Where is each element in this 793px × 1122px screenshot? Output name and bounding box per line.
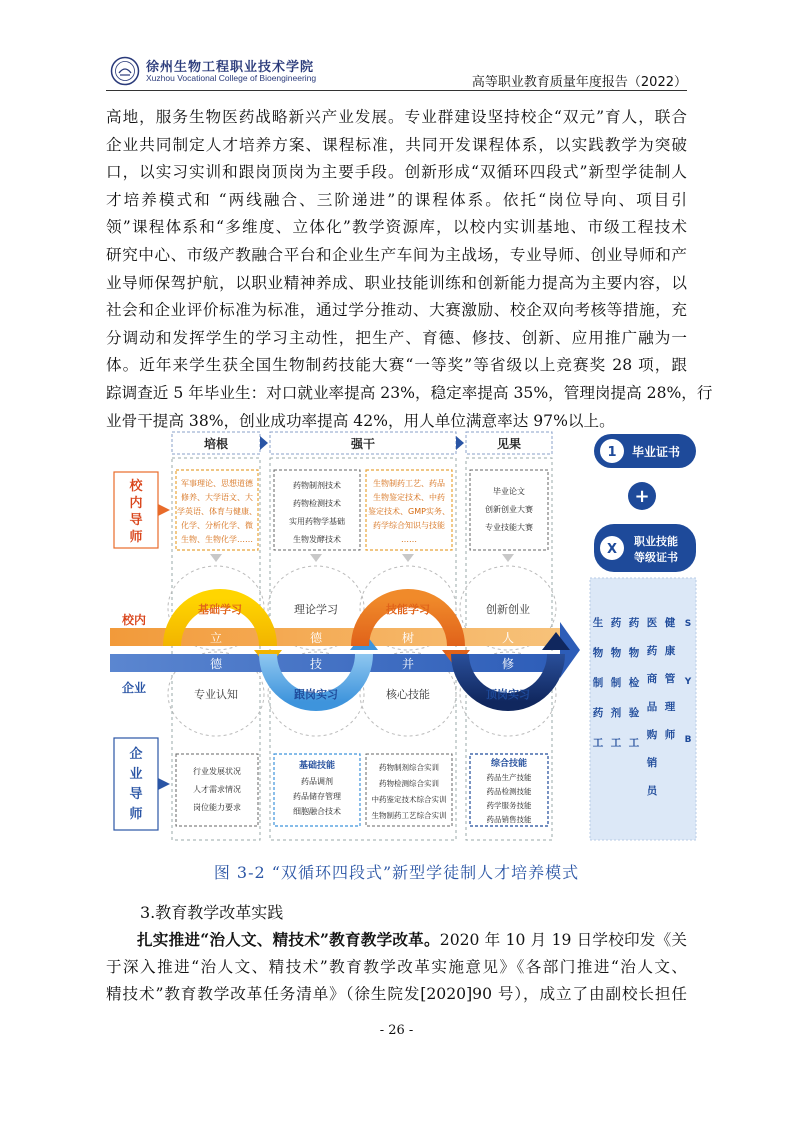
year-label: 0.5学年: [299, 723, 333, 733]
paragraph-text: 2020 年 10 月 19 日学校印发《关: [439, 931, 687, 949]
job-char: 制: [610, 677, 622, 689]
job-char: 商: [646, 673, 658, 685]
box-item: 军事理论、思想道德: [181, 479, 253, 488]
school-mentor-char: 导: [129, 513, 143, 528]
year-label: 0.5学年: [491, 723, 525, 733]
box-item: 岗位能力要求: [193, 803, 241, 812]
box-item: 人才需求情况: [193, 785, 241, 794]
year-label: 1学年: [396, 569, 420, 579]
job-char: 药: [592, 707, 604, 719]
paragraph-line: 踪调查近 5 年毕业生：对口就业率提高 23%，稳定率提高 35%，管理岗提高 28%，行: [106, 383, 713, 402]
box-item: 药品检测技能: [486, 787, 532, 796]
box-item: ……: [401, 535, 417, 544]
job-char: S: [684, 619, 692, 629]
bold-lead: 扎实推进“治人文、精技术”教育教学改革。: [137, 930, 440, 949]
page-number: - 26 -: [379, 1023, 414, 1038]
job-char: 管: [664, 673, 676, 685]
box-item: 药学综合知识与技能: [373, 521, 445, 530]
band-top-char: 德: [309, 631, 323, 645]
enterprise-mentor-char: 师: [129, 807, 143, 822]
job-char: 员: [646, 785, 658, 797]
box-item: 药物检测综合实训: [379, 779, 439, 788]
body-paragraph-1: [106, 104, 713, 435]
school-mentor-label: [114, 472, 170, 548]
box-item: 药物制剂技术: [293, 481, 341, 490]
box-item: 药品生产技能: [486, 773, 532, 782]
cert-label: 毕业证书: [631, 445, 681, 459]
job-char: 康: [664, 645, 676, 657]
job-char: 销: [646, 757, 658, 769]
paragraph-line: 于深入推进“治人文、精技术”教育教学改革实施意见》《各部门推进“治人文、: [106, 957, 687, 976]
enterprise-mentor-label: [114, 738, 170, 830]
box-item: 生物、生物化学……: [181, 535, 253, 544]
enterprise-mentor-char: 企: [129, 747, 143, 762]
stage-label: 见果: [496, 437, 522, 451]
cert-label: 等级证书: [634, 551, 678, 564]
stage-label: 强干: [350, 437, 376, 451]
band-top-char: 立: [209, 631, 223, 645]
job-char: 物: [610, 647, 622, 659]
figure-caption: 图 3-2 “双循环四段式”新型学徒制人才培养模式: [213, 863, 580, 882]
box-item: 创新创业大赛: [485, 505, 533, 514]
loop-bottom-label: 专业认知: [194, 688, 238, 701]
box-item: 生物制药工艺、药品: [373, 479, 445, 488]
paragraph-line: 业骨干提高 38%，创业成功率提高 42%，用人单位满意率达 97%以上。: [106, 411, 615, 430]
loop-top-label: 技能学习: [386, 603, 430, 616]
job-char: B: [684, 735, 692, 745]
box-title: 综合技能: [490, 759, 528, 769]
box-item: 药品储存管理: [293, 792, 341, 801]
year-label: 1学年: [204, 569, 228, 579]
job-char: 工: [610, 737, 622, 749]
enterprise-mentor-char: 业: [129, 767, 143, 782]
box-item: 行业发展状况: [193, 767, 241, 776]
box-item: 实用药物学基础: [289, 517, 345, 526]
stage-headers: [172, 432, 552, 454]
paragraph-line: 业导师保驾护航，以职业精神养成、职业技能训练和创新能力提高为主要内容，以: [106, 273, 687, 292]
job-char: 工: [592, 737, 604, 749]
down-arrows: [210, 554, 514, 562]
enterprise-mentor-char: 导: [129, 787, 143, 802]
talent-training-diagram: [110, 428, 700, 848]
box-item: 化学、分析化学、微: [181, 521, 253, 530]
job-char: 健: [664, 617, 676, 629]
box-item: 修养、大学语文、大: [181, 493, 253, 502]
plus-sign: +: [634, 486, 650, 507]
job-char: 物: [628, 647, 640, 659]
job-char: 制: [592, 677, 604, 689]
job-char: Y: [684, 677, 692, 687]
band-bottom-char: 德: [209, 657, 223, 671]
plus-icon: [628, 482, 656, 510]
job-char: 师: [664, 729, 676, 741]
job-char: 生: [592, 617, 604, 629]
paragraph-line: 口，以实习实训和跟岗顶岗为主要手段。创新形成“双循环四段式”新型学徒制人: [106, 163, 687, 182]
paragraph-line: 分调动和发挥学生的学习主动性，把生产、育德、修技、创新、应用推广融为一: [106, 328, 687, 347]
skill-level-certificate: [594, 524, 696, 572]
loop-bottom-label: 核心技能: [386, 688, 430, 701]
header-divider: [106, 90, 687, 91]
paragraph-line: [106, 926, 687, 954]
box-item: 专业技能大赛: [485, 523, 533, 532]
job-positions-panel: [590, 578, 696, 840]
school-name-en: Xuzhou Vocational College of Bioengineering: [146, 73, 317, 83]
job-char: 购: [646, 729, 658, 741]
box-item: 生物鉴定技术、中药: [373, 493, 445, 502]
school-mentor-char: 师: [129, 530, 143, 545]
section-heading: 3.教育教学改革实践: [140, 903, 284, 922]
job-char: 理: [664, 701, 676, 713]
loop-top-label: 理论学习: [294, 603, 338, 616]
band-bottom-char: 并: [401, 657, 415, 671]
enterprise-skill-boxes: [176, 754, 548, 826]
box-item: 细胞融合技术: [293, 807, 341, 816]
in-school-label: 校内: [121, 613, 147, 627]
school-name-cn: 徐州生物工程职业技术学院: [146, 60, 315, 75]
box-item: 药物检测技术: [293, 499, 341, 508]
job-char: 物: [592, 647, 604, 659]
school-emblem-icon: [110, 56, 140, 86]
paragraph-line: 才培养模式和 “两线融合、三阶递进”的课程体系。依托“岗位导向、项目引: [106, 190, 687, 209]
paragraph-line: 精技术”教育教学改革任务清单》（徐生院发[2020]90 号），成立了由副校长担任: [106, 985, 687, 1004]
band-top-char: 人: [501, 631, 515, 645]
box-item: 药品调剂: [301, 777, 333, 786]
stage-label: 培根: [203, 437, 229, 451]
job-char: 检: [628, 677, 640, 689]
band-bottom-char: 修: [501, 657, 515, 671]
school-mentor-char: 内: [129, 496, 143, 511]
paragraph-line: 体。近年来学生获全国生物制药技能大赛“一等奖”等省级以上竞赛奖 28 项，跟: [106, 356, 687, 375]
job-char: 剂: [610, 707, 622, 719]
job-char: 药: [628, 617, 640, 629]
box-item: 学英语、体育与健康、: [177, 507, 257, 516]
cert-num: X: [606, 542, 618, 557]
box-item: 鉴定技术、GMP实务、: [368, 507, 450, 516]
paragraph-line: 高地，服务生物医药战略新兴产业发展。专业群建设坚持校企“双元”育人，联合: [106, 108, 687, 126]
band-bottom-char: 技: [309, 657, 323, 671]
job-char: 品: [646, 701, 658, 713]
box-item: 毕业论文: [493, 487, 525, 496]
school-course-boxes: [176, 470, 548, 550]
loop-top-label: 基础学习: [198, 603, 242, 616]
enterprise-label: 企业: [121, 681, 147, 695]
paragraph-line: 社会和企业评价标准为标准，通过学分推动、大赛激励、校企双向考核等措施，充: [106, 301, 687, 320]
box-item: 中药鉴定技术综合实训: [371, 795, 447, 804]
box-item: 生物制药工艺综合实训: [371, 811, 447, 820]
box-item: 生物发酵技术: [293, 535, 341, 544]
job-char: 工: [628, 737, 640, 749]
box-item: 药物制剂综合实训: [379, 763, 439, 772]
box-item: 药品销售技能: [486, 815, 532, 824]
paragraph-line: 领”课程体系和“多维度、立体化”教学资源库，以校内实训基地、市级工程技术: [106, 218, 687, 237]
paragraph-line: 企业共同制定人才培养方案、课程标准，共同开发课程体系，以实践教学为突破: [106, 135, 687, 154]
job-char: 药: [610, 617, 622, 629]
school-mentor-char: 校: [129, 479, 143, 494]
box-item: 药学服务技能: [486, 801, 532, 810]
body-paragraph-2: [106, 926, 687, 1009]
paragraph-line: 研究中心、市级产教融合平台和企业生产车间为主战场，专业导师、创业导师和产: [106, 245, 687, 264]
graduation-certificate: [594, 434, 696, 468]
loop-top-label: 创新创业: [486, 603, 530, 616]
cert-num: 1: [607, 445, 617, 460]
cert-label: 职业技能: [634, 535, 678, 548]
job-char: 验: [628, 707, 640, 719]
box-title: 基础技能: [298, 761, 336, 771]
job-char: 医: [646, 617, 658, 629]
loop-bottom-label: 顶岗实习: [486, 688, 530, 701]
report-title: 高等职业教育质量年度报告（2022）: [471, 75, 687, 90]
loop-bottom-label: 跟岗实习: [294, 688, 338, 701]
job-char: 药: [646, 645, 658, 657]
band-top-char: 树: [401, 631, 415, 645]
